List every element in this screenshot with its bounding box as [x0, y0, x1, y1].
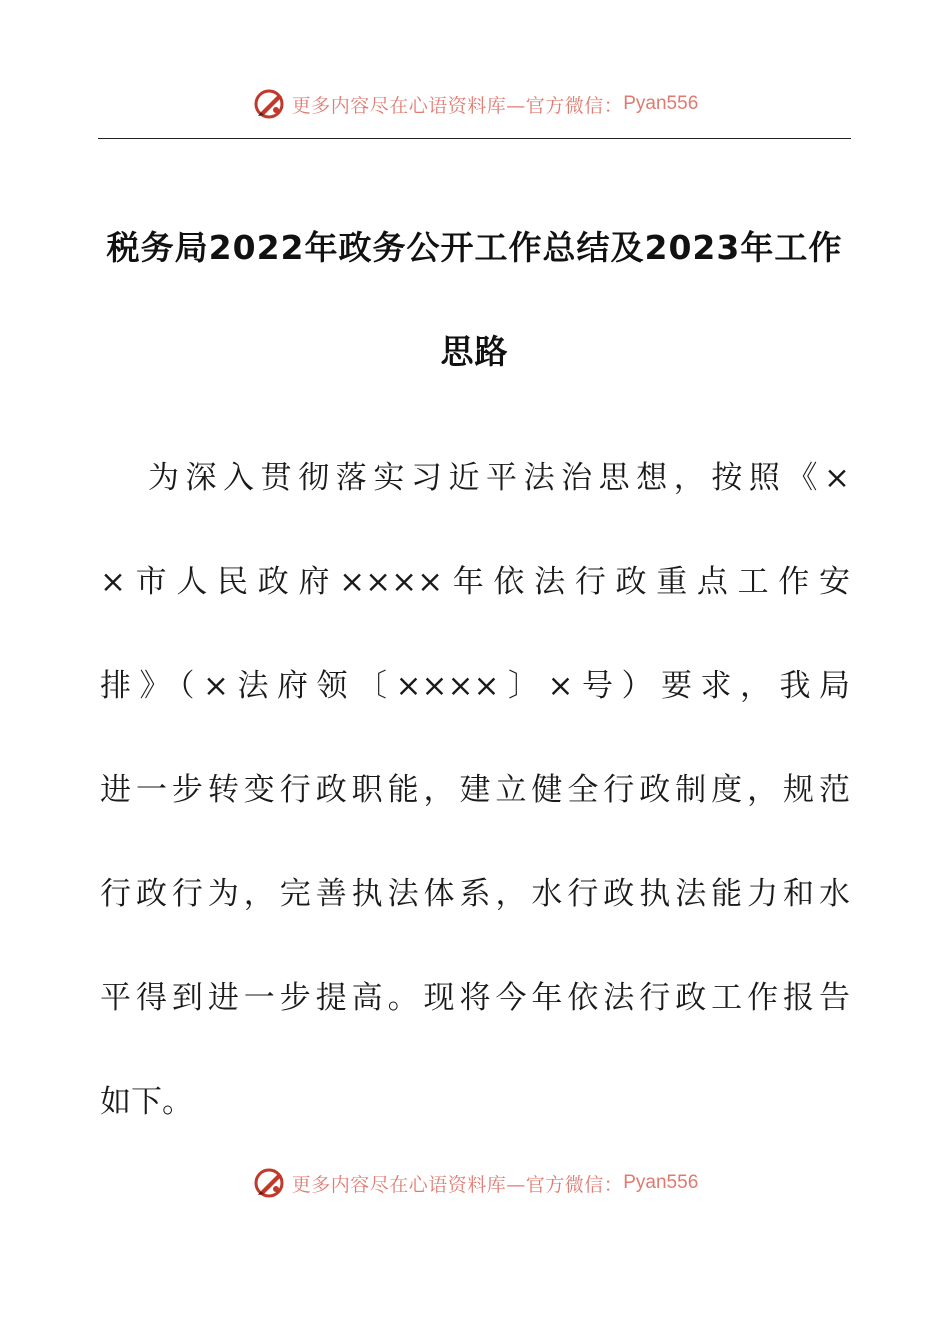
document-title-line-2: 思路 [440, 332, 509, 371]
header-banner [0, 84, 950, 124]
footer-banner [0, 1163, 950, 1203]
body-line: 平得到进一步提高。现将今年依法行政工作报告 [100, 980, 850, 1016]
banner-account: Pyan556 [623, 1172, 699, 1193]
body-line: 为深入贯彻落实习近平法治思想，按照《× [148, 460, 850, 496]
body-line: ×市人民政府××××年依法行政重点工作安 [100, 564, 850, 600]
pen-logo-icon [252, 86, 288, 122]
body-line: 进一步转变行政职能，建立健全行政制度，规范 [100, 772, 850, 808]
document-title-line-1: 税务局2022年政务公开工作总结及2023年工作 [106, 228, 843, 267]
banner-text: 更多内容尽在心语资料库—官方微信： [291, 94, 624, 117]
body-line: 如下。 [100, 1084, 193, 1120]
body-line: 行政行为，完善执法体系，水行政执法能力和水 [100, 876, 850, 912]
body-line: 排》（×法府领〔××××〕×号）要求，我局 [100, 668, 850, 704]
banner-text: 更多内容尽在心语资料库—官方微信： [291, 1173, 624, 1196]
banner-account: Pyan556 [623, 93, 699, 114]
header-divider [98, 138, 851, 139]
pen-logo-icon [252, 1165, 288, 1201]
